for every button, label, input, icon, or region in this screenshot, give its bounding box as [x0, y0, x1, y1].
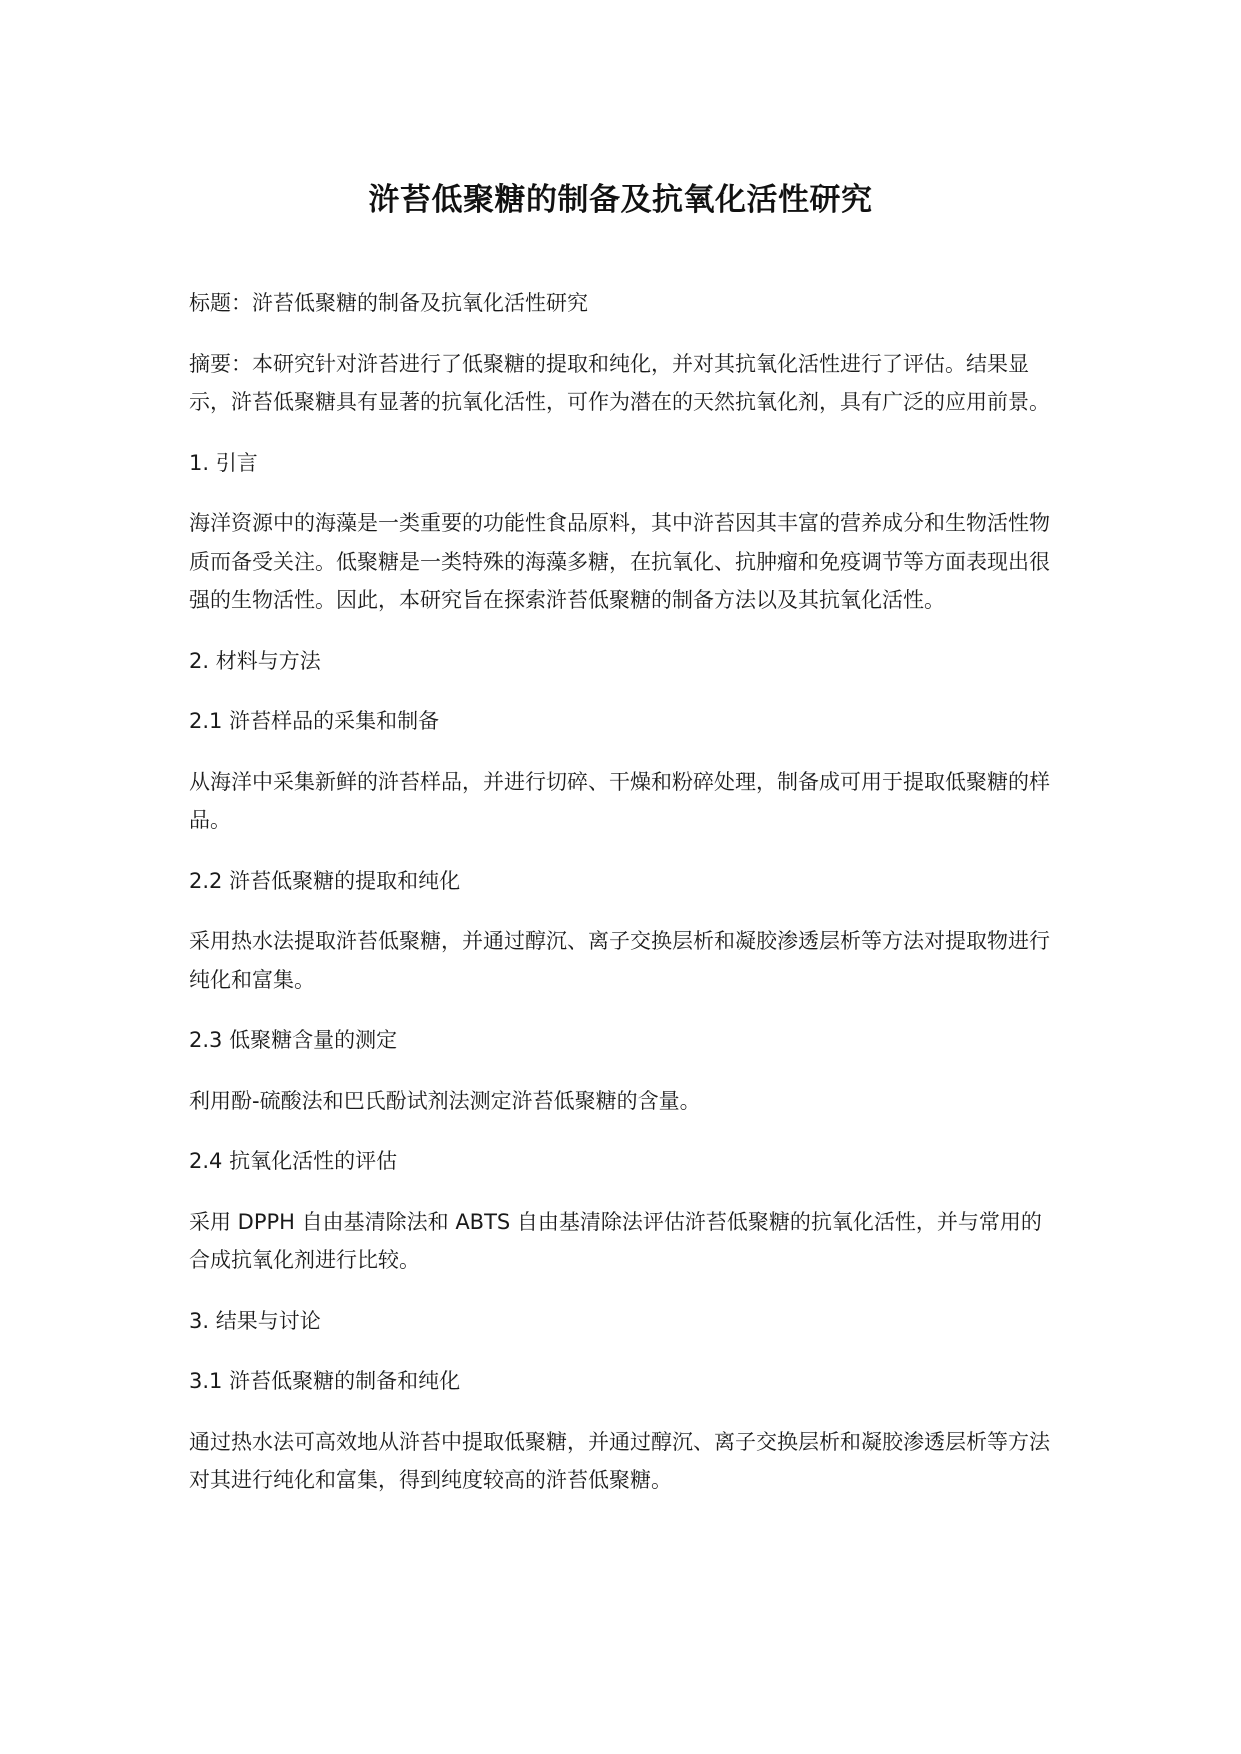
section-heading-results-discussion: 3. 结果与讨论 — [189, 1308, 321, 1333]
paragraph-3-1: 通过热水法可高效地从浒苔中提取低聚糖，并通过醇沉、离子交换层析和凝胶渗透层析等方法对其进行纯化和富集，得到纯度较高的浒苔低聚糖。 — [189, 1429, 1050, 1492]
subsection-heading-2-1: 2.1 浒苔样品的采集和制备 — [189, 709, 440, 733]
paragraph-2-4: 采用 DPPH 自由基清除法和 ABTS 自由基清除法评估浒苔低聚糖的抗氧化活性，并与常用的合成抗氧化剂进行比较。 — [189, 1209, 1042, 1272]
section-heading-materials-methods: 2. 材料与方法 — [189, 648, 321, 673]
paragraph-2-1: 从海洋中采集新鲜的浒苔样品，并进行切碎、干燥和粉碎处理，制备成可用于提取低聚糖的样品。 — [189, 769, 1050, 832]
subsection-heading-2-4: 2.4 抗氧化活性的评估 — [189, 1149, 398, 1173]
title-line: 标题：浒苔低聚糖的制备及抗氧化活性研究 — [189, 291, 588, 315]
subsection-heading-2-3: 2.3 低聚糖含量的测定 — [189, 1028, 398, 1052]
abstract-paragraph: 摘要：本研究针对浒苔进行了低聚糖的提取和纯化，并对其抗氧化活性进行了评估。结果显示，浒苔低聚糖具有显著的抗氧化活性，可作为潜在的天然抗氧化剂，具有广泛的应用前景。 — [189, 351, 1050, 414]
subsection-heading-3-1: 3.1 浒苔低聚糖的制备和纯化 — [189, 1369, 461, 1393]
paragraph-2-3: 利用酚-硫酸法和巴氏酚试剂法测定浒苔低聚糖的含量。 — [189, 1088, 701, 1113]
paragraph-2-2: 采用热水法提取浒苔低聚糖，并通过醇沉、离子交换层析和凝胶渗透层析等方法对提取物进行纯化和富集。 — [189, 929, 1050, 992]
introduction-paragraph: 海洋资源中的海藻是一类重要的功能性食品原料，其中浒苔因其丰富的营养成分和生物活性物质而备受关注。低聚糖是一类特殊的海藻多糖，在抗氧化、抗肿瘤和免疫调节等方面表现出很强的生物活性。因此，本研究旨在探索浒苔低聚糖的制备方法以及其抗氧化活性。 — [189, 511, 1050, 612]
document-body — [189, 284, 1059, 1522]
subsection-heading-2-2: 2.2 浒苔低聚糖的提取和纯化 — [189, 868, 461, 893]
section-heading-introduction: 1. 引言 — [189, 450, 258, 475]
document-title: 浒苔低聚糖的制备及抗氧化活性研究 — [368, 182, 873, 218]
